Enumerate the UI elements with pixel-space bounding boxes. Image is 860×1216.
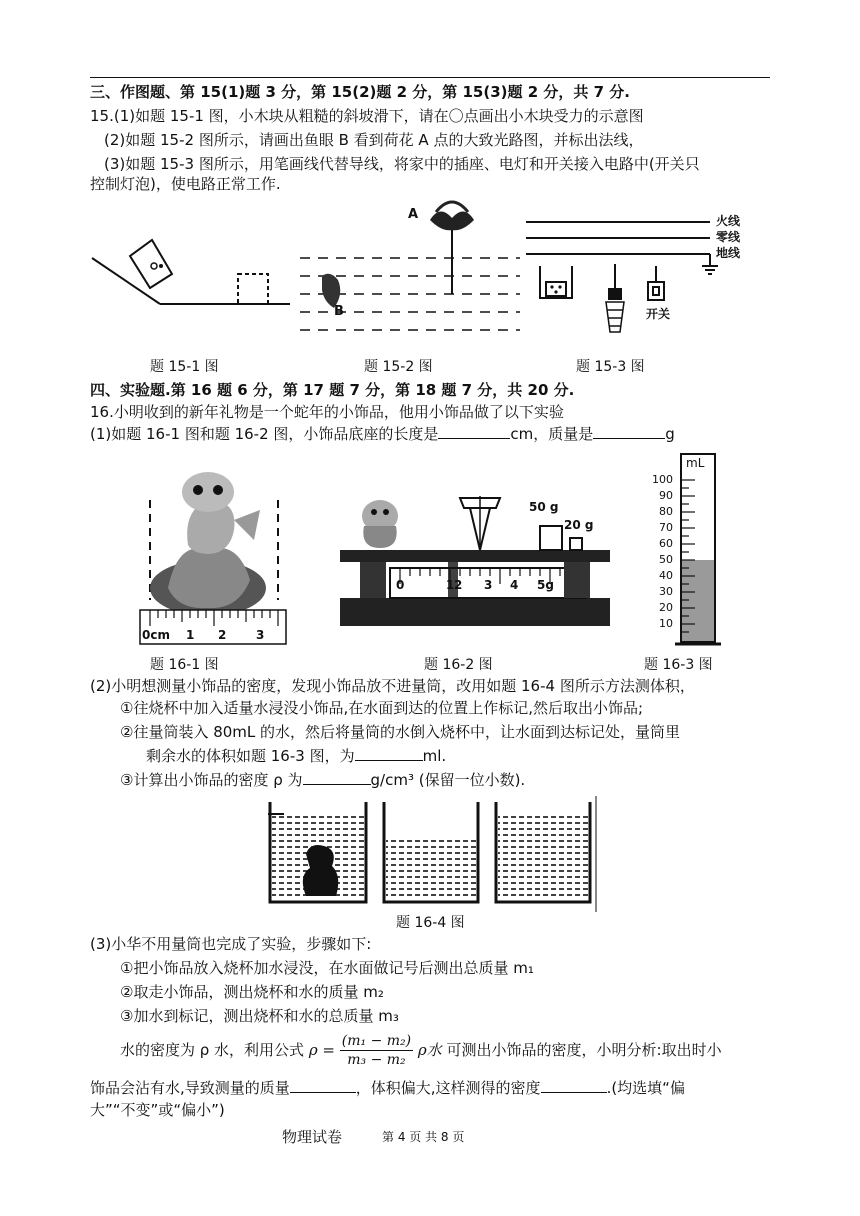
- balance-scale-5g: 5g: [537, 578, 554, 592]
- q15-2-text: (2)如题 15-2 图所示，请画出鱼眼 B 看到荷花 A 点的大致光路图，并标出法线，: [104, 131, 644, 149]
- analysis-part-b: ，体积偏大,这样测得的密度: [355, 1079, 541, 1097]
- answer-blank-volume[interactable]: [355, 746, 423, 761]
- section3-heading: 三、作图题、第 15(1)题 3 分，第 15(2)题 2 分，第 15(3)题 2 分，共 7 分.: [90, 83, 630, 101]
- step2-text: 剩余水的体积如题 16-3 图，为: [146, 747, 355, 765]
- label-b: B: [334, 304, 344, 319]
- answer-blank-length[interactable]: [438, 424, 510, 439]
- caption-16-3: 题 16-3 图: [644, 657, 713, 673]
- q15-1-text: 15.(1)如题 15-1 图，小木块从粗糙的斜坡滑下，请在〇点画出小木块受力的示意图: [90, 107, 644, 125]
- balance-scale-3: 3: [484, 578, 493, 592]
- figure-16-2: [320, 486, 620, 636]
- caption-15-3: 题 15-3 图: [576, 359, 645, 375]
- cyl-tick-100: 100: [652, 473, 673, 486]
- balance-scale-0: 0: [396, 578, 405, 592]
- q16-2-text: (2)小明想测量小饰品的密度，发现小饰品放不进量筒，改用如题 16-4 图所示方法测体积，: [90, 677, 695, 695]
- caption-16-1: 题 16-1 图: [150, 657, 219, 673]
- cyl-tick-50: 50: [659, 553, 673, 566]
- q16-2-step2: ②往量筒装入 80mL 的水，然后将量筒的水倒入烧杯中，让水面到达标记处，量筒里: [120, 723, 681, 741]
- analysis-part-c: .(均选填“偏: [606, 1079, 685, 1097]
- q16-1-text: [90, 424, 675, 444]
- cyl-tick-20: 20: [659, 601, 673, 614]
- ruler-label-1: 1: [186, 628, 195, 642]
- cyl-tick-30: 30: [659, 585, 673, 598]
- top-rule: [90, 77, 770, 78]
- cyl-tick-90: 90: [659, 489, 673, 502]
- formula-lhs: ρ =: [308, 1041, 335, 1059]
- weight-50g-label: 50 g: [529, 500, 559, 514]
- analysis-part-a: 饰品会沾有水,导致测量的质量: [90, 1079, 290, 1097]
- cyl-tick-80: 80: [659, 505, 673, 518]
- q16-3-step3: ③加水到标记，测出烧杯和水的总质量 m₃: [120, 1007, 399, 1025]
- formula-rho-water: ρ水: [417, 1041, 442, 1059]
- balance-scale-2: 2: [454, 578, 463, 592]
- caption-15-2: 题 15-2 图: [364, 359, 433, 375]
- footer-subject: 物理试卷: [282, 1128, 343, 1146]
- q16-text: 16.小明收到的新年礼物是一个蛇年的小饰品，他用小饰品做了以下实验: [90, 403, 564, 421]
- answer-blank-density[interactable]: [303, 770, 371, 785]
- label-fire-wire: 火线: [716, 214, 741, 228]
- q16-3-text: (3)小华不用量筒也完成了实验，步骤如下:: [90, 935, 372, 953]
- formula-numerator: (m₁ − m₂): [341, 1033, 412, 1049]
- q16-2-step1: ①往烧杯中加入适量水浸没小饰品,在水面到达的位置上作标记,然后取出小饰品;: [120, 699, 644, 717]
- caption-16-4: 题 16-4 图: [396, 915, 465, 931]
- caption-15-1: 题 15-1 图: [150, 359, 219, 375]
- ruler-label-3: 3: [256, 628, 265, 642]
- q16-3-analysis: [90, 1078, 685, 1098]
- q15-3-text-cont: 控制灯泡)，使电路正常工作.: [90, 175, 281, 193]
- answer-blank-mass[interactable]: [593, 424, 665, 439]
- ruler-label-0: 0cm: [142, 628, 170, 642]
- figure-15: [90, 196, 760, 356]
- label-a: A: [408, 207, 419, 222]
- ruler-label-2: 2: [218, 628, 227, 642]
- q16-1-unit: g: [665, 425, 675, 443]
- q16-3-step2: ②取走小饰品，测出烧杯和水的质量 m₂: [120, 983, 384, 1001]
- q16-3-analysis-cont: 大”“不变”或“偏小”): [90, 1101, 225, 1119]
- formula-suffix: 可测出小饰品的密度，小明分析:取出时小: [446, 1041, 722, 1059]
- cyl-tick-70: 70: [659, 521, 673, 534]
- figure-16-1: [138, 470, 288, 650]
- cyl-tick-10: 10: [659, 617, 673, 630]
- q16-1-part-a: (1)如题 16-1 图和题 16-2 图，小饰品底座的长度是: [90, 425, 439, 443]
- q16-2-step2-cont: [146, 746, 446, 766]
- weight-20g-label: 20 g: [564, 518, 594, 532]
- q16-1-part-b: cm，质量是: [510, 425, 594, 443]
- section4-heading: 四、实验题.第 16 题 6 分，第 17 题 7 分，第 18 题 7 分，共 20 分.: [90, 381, 575, 399]
- footer-page-number: 第 4 页 共 8 页: [382, 1130, 465, 1144]
- label-switch: 开关: [646, 307, 671, 321]
- answer-blank-density-effect[interactable]: [541, 1078, 607, 1093]
- formula-denominator: m₃ − m₂: [347, 1052, 406, 1068]
- q16-3-step1: ①把小饰品放入烧杯加水浸没，在水面做记号后测出总质量 m₁: [120, 959, 534, 977]
- label-ground-wire: 地线: [716, 246, 741, 260]
- balance-scale-1: 1: [446, 578, 455, 592]
- cyl-tick-60: 60: [659, 537, 673, 550]
- formula-line: [120, 1030, 722, 1070]
- q16-2-step3: [120, 770, 525, 790]
- balance-scale-4: 4: [510, 578, 519, 592]
- cyl-tick-40: 40: [659, 569, 673, 582]
- formula-fraction: [340, 1032, 413, 1069]
- cylinder-unit: mL: [686, 456, 705, 470]
- answer-blank-mass-effect[interactable]: [290, 1078, 356, 1093]
- formula-prefix: 水的密度为 ρ 水，利用公式: [120, 1041, 305, 1059]
- label-zero-wire: 零线: [716, 230, 741, 244]
- step2-unit: ml.: [422, 747, 447, 765]
- step3-unit: g/cm³ (保留一位小数).: [370, 771, 526, 789]
- caption-16-2: 题 16-2 图: [424, 657, 493, 673]
- q15-3-text: (3)如题 15-3 图所示，用笔画线代替导线，将家中的插座、电灯和开关接入电路中(开关只: [104, 155, 700, 173]
- step3-text: ③计算出小饰品的密度 ρ 为: [120, 771, 303, 789]
- fig15-1-slope: [92, 240, 290, 304]
- figure-16-4: [262, 796, 602, 912]
